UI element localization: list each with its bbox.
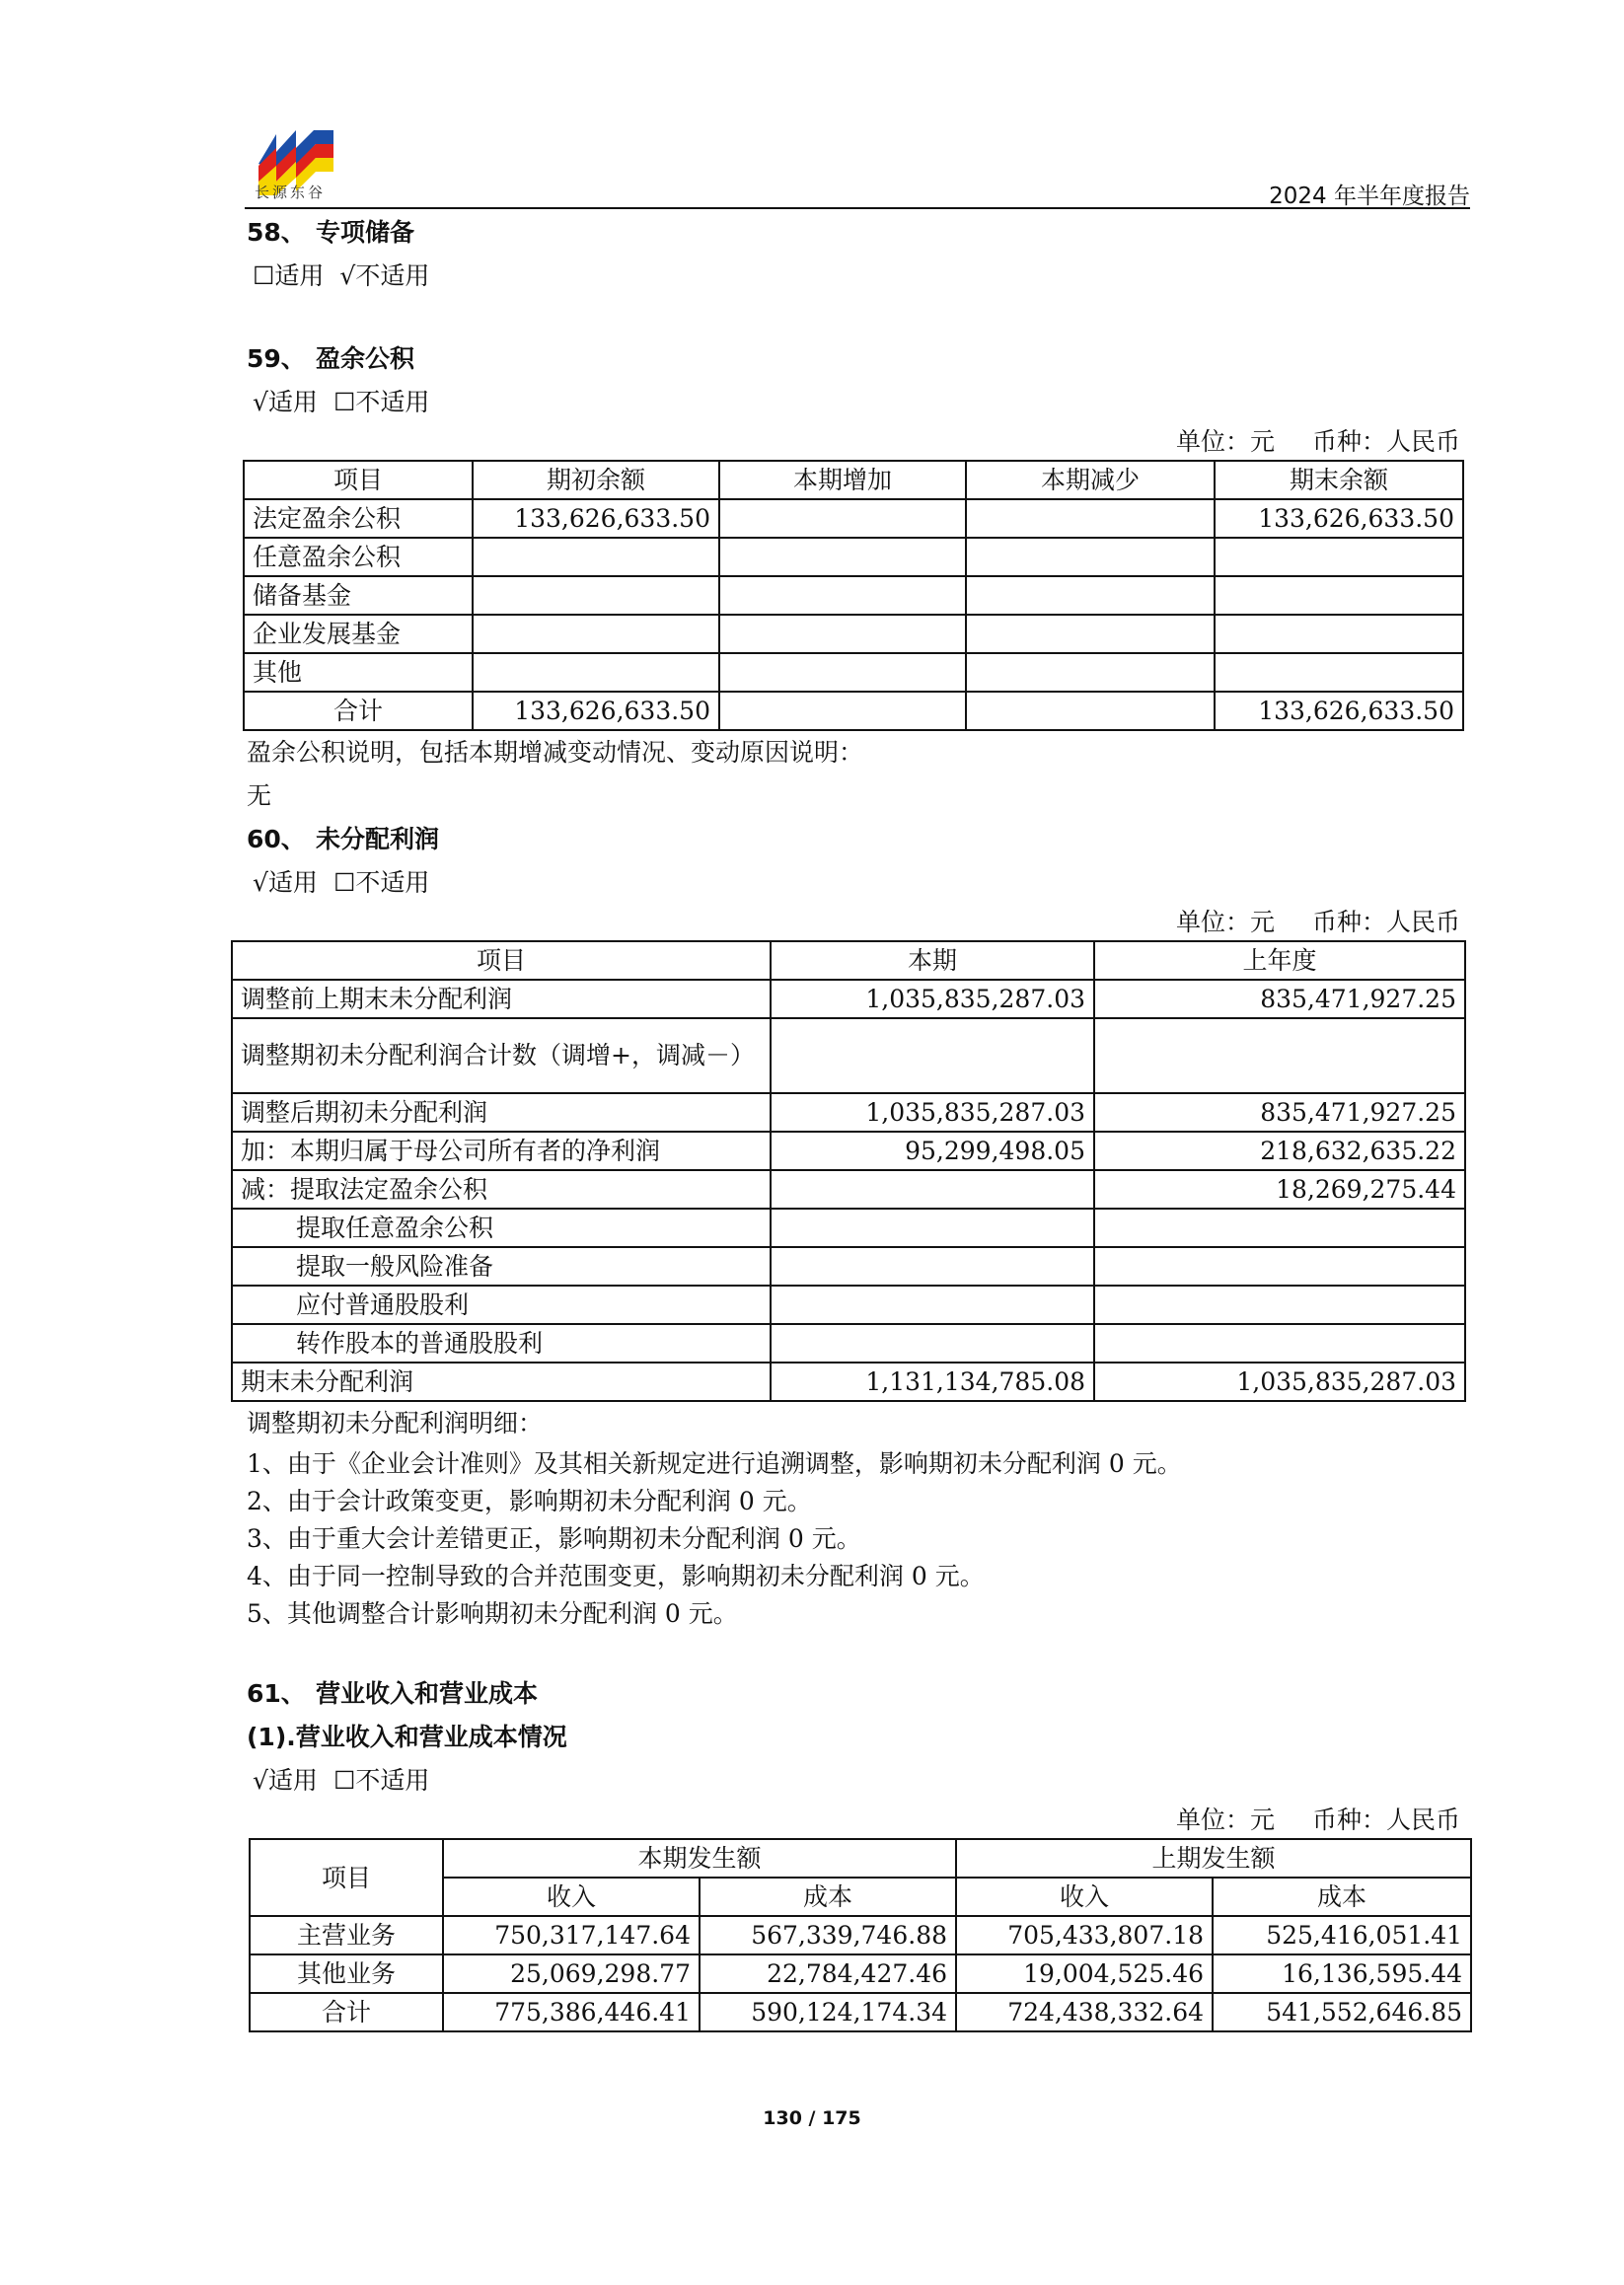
table-row: 加：本期归属于母公司所有者的净利润 95,299,498.05 218,632,635.22 [232, 1132, 1465, 1170]
section-59-heading [247, 337, 1470, 381]
report-title: 2024 年半年度报告 [1269, 184, 1470, 209]
table-header-row [232, 941, 1465, 980]
adjustment-detail-item: 1、由于《企业会计准则》及其相关新规定进行追溯调整，影响期初未分配利润 0 元。 [247, 1449, 1182, 1478]
header-divider [245, 207, 1470, 209]
not-applicable-option: ☐不适用 [332, 388, 430, 416]
header-cell: 本期 [771, 941, 1094, 980]
header-cell: 期末余额 [1215, 461, 1463, 499]
section-60-heading [247, 818, 1470, 861]
unit-label: 单位：元 [1175, 427, 1275, 456]
section-number: 59、 [247, 344, 306, 373]
section-title: 盈余公积 [316, 344, 415, 373]
header-cell: 上年度 [1094, 941, 1465, 980]
section-title: 未分配利润 [316, 825, 440, 853]
table-row: 企业发展基金 [244, 615, 1463, 653]
header-cell: 项目 [250, 1839, 443, 1916]
applicable-option: √适用 [253, 868, 318, 897]
applicable-option: ☐适用 [253, 261, 325, 290]
table-header-row [250, 1839, 1471, 1878]
header-cell: 收入 [956, 1878, 1213, 1916]
table-header-row [244, 461, 1463, 499]
table-row: 提取一般风险准备 [232, 1247, 1465, 1286]
surplus-note-value: 无 [247, 781, 272, 810]
section-number: 60、 [247, 825, 306, 853]
header-cell: 上期发生额 [956, 1839, 1471, 1878]
section-59-applicability [247, 381, 1470, 424]
page-number: 130 / 175 [763, 2107, 861, 2129]
header-cell: 期初余额 [473, 461, 719, 499]
table-row: 其他业务 25,069,298.77 22,784,427.46 19,004,525.46 16,136,595.44 [250, 1954, 1471, 1993]
not-applicable-option: ☐不适用 [332, 868, 430, 897]
surplus-reserve-table [243, 460, 1464, 731]
unit-line [247, 424, 1470, 460]
section-number: 58、 [247, 218, 306, 247]
header-cell: 本期减少 [966, 461, 1215, 499]
unit-label: 单位：元 [1175, 1806, 1275, 1834]
page-content [241, 211, 1470, 2032]
table-row: 调整前上期末未分配利润 1,035,835,287.03 835,471,927.25 [232, 980, 1465, 1018]
table-total-row: 合计 133,626,633.50 133,626,633.50 [244, 692, 1463, 730]
table-row: 减：提取法定盈余公积 18,269,275.44 [232, 1170, 1465, 1209]
table-row: 调整后期初未分配利润 1,035,835,287.03 835,471,927.25 [232, 1093, 1465, 1132]
header-cell: 收入 [443, 1878, 700, 1916]
table-total-row: 期末未分配利润 1,131,134,785.08 1,035,835,287.03 [232, 1363, 1465, 1401]
adjustment-detail-item: 3、由于重大会计差错更正，影响期初未分配利润 0 元。 [247, 1524, 861, 1553]
adjustment-detail-item: 4、由于同一控制导致的合并范围变更，影响期初未分配利润 0 元。 [247, 1562, 985, 1590]
unit-line [247, 1803, 1470, 1838]
header-cell: 项目 [232, 941, 771, 980]
table-row: 提取任意盈余公积 [232, 1209, 1465, 1247]
subsection-heading: (1).营业收入和营业成本情况 [247, 1723, 567, 1751]
table-row: 其他 [244, 653, 1463, 692]
table-total-row: 合计 775,386,446.41 590,124,174.34 724,438,332.64 541,552,646.85 [250, 1993, 1471, 2031]
section-58-heading [247, 211, 1470, 255]
revenue-cost-table [249, 1838, 1472, 2032]
not-applicable-option: √不适用 [339, 261, 430, 290]
section-title: 营业收入和营业成本 [316, 1679, 539, 1708]
table-row: 储备基金 [244, 576, 1463, 615]
section-61-applicability [247, 1759, 1470, 1803]
adjustment-detail-item: 5、其他调整合计影响期初未分配利润 0 元。 [247, 1599, 738, 1628]
table-row: 主营业务 750,317,147.64 567,339,746.88 705,433,807.18 525,416,051.41 [250, 1916, 1471, 1954]
table-row: 转作股本的普通股股利 [232, 1324, 1465, 1363]
currency-label: 币种：人民币 [1311, 1806, 1460, 1834]
header-cell: 本期发生额 [443, 1839, 956, 1878]
surplus-note-label: 盈余公积说明，包括本期增减变动情况、变动原因说明： [247, 738, 864, 767]
table-row: 调整期初未分配利润合计数（调增+，调减－） [232, 1018, 1465, 1093]
section-60-applicability [247, 861, 1470, 905]
header-cell: 成本 [700, 1878, 956, 1916]
not-applicable-option: ☐不适用 [332, 1766, 430, 1795]
section-number: 61、 [247, 1679, 306, 1708]
unit-line [247, 905, 1470, 940]
header-cell: 成本 [1213, 1878, 1471, 1916]
table-row: 任意盈余公积 [244, 538, 1463, 576]
undistributed-profit-table [231, 940, 1466, 1402]
header-cell: 本期增加 [719, 461, 966, 499]
currency-label: 币种：人民币 [1311, 908, 1460, 936]
applicable-option: √适用 [253, 388, 318, 416]
header-cell: 项目 [244, 461, 473, 499]
section-title: 专项储备 [316, 218, 415, 247]
section-58-applicability [247, 255, 1470, 298]
table-row: 法定盈余公积 133,626,633.50 133,626,633.50 [244, 499, 1463, 538]
currency-label: 币种：人民币 [1311, 427, 1460, 456]
table-row: 应付普通股股利 [232, 1286, 1465, 1324]
unit-label: 单位：元 [1175, 908, 1275, 936]
adjustment-detail-item: 2、由于会计政策变更，影响期初未分配利润 0 元。 [247, 1487, 812, 1515]
applicable-option: √适用 [253, 1766, 318, 1795]
section-61-heading [247, 1672, 1470, 1716]
logo-text: 长源东谷 [255, 184, 327, 201]
adjustment-detail-title: 调整期初未分配利润明细： [247, 1409, 544, 1437]
